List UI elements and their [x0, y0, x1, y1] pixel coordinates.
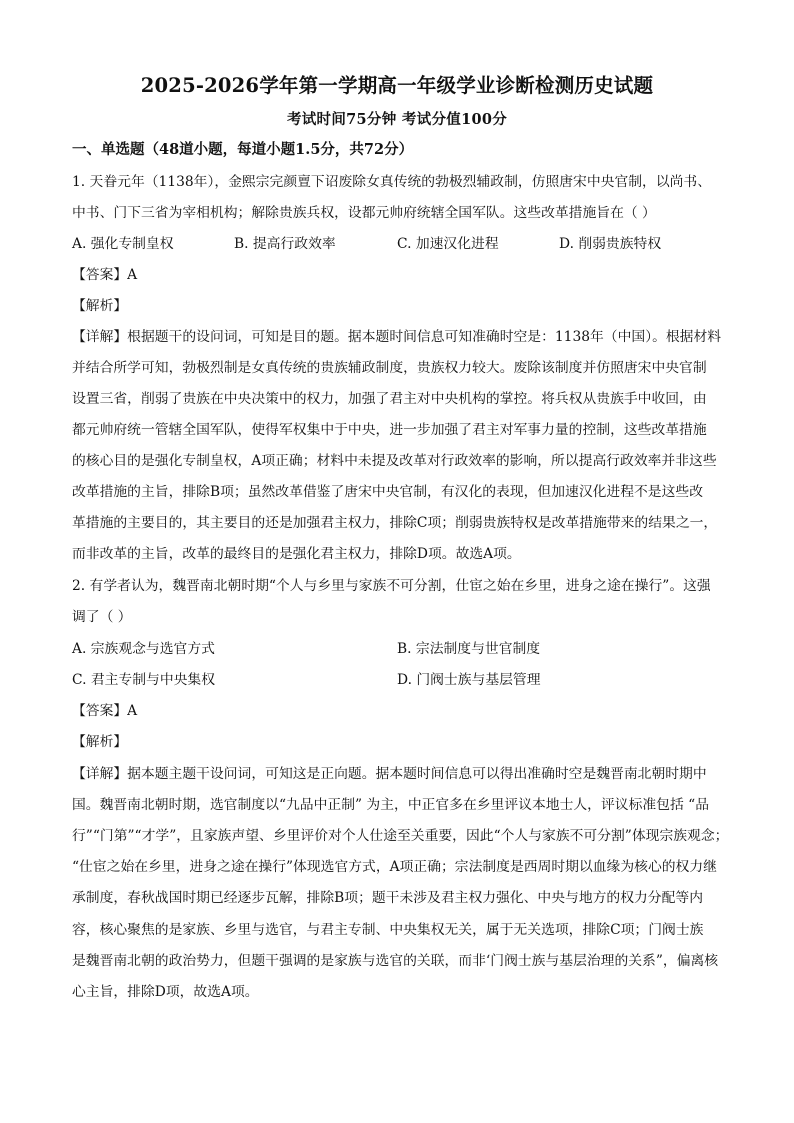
- question-2-detail-line: 心主旨，排除D项，故选A项。: [72, 984, 259, 1000]
- question-2-detail-line: 【详解】据本题主题干设问词，可知这是正向题。据本题时间信息可以得出准确时空是魏晋南北朝时期中: [72, 766, 707, 782]
- question-2-detail-line: 容，核心聚焦的是家族、乡里与选官，与君主专制、中央集权无关，属于无关选项，排除C项；门阀士族: [72, 922, 704, 938]
- question-1-answer: 【答案】A: [72, 267, 138, 283]
- question-1-option-a: A. 强化专制皇权: [72, 236, 174, 252]
- question-1-option-d: D. 削弱贵族特权: [559, 236, 662, 252]
- question-1-stem-line: 中书、门下三省为宰相机构；解除贵族兵权，设都元帅府统辖全国军队。这些改革措施旨在（ ）: [72, 205, 656, 221]
- question-2-detail-line: 国。魏晋南北朝时期，选官制度以“九品中正制” 为主，中正官多在乡里评议本地士人，评议标准包括 “品: [72, 797, 709, 813]
- question-1-detail-line: 并结合所学可知，勃极烈制是女真传统的贵族辅政制度，贵族权力较大。废除该制度并仿照唐宋中央官制: [72, 360, 707, 376]
- question-1-stem-line: 1. 天眷元年（1138年），金熙宗完颜亶下诏废除女真传统的勃极烈辅政制，仿照唐宋中央官制，以尚书、: [72, 174, 712, 190]
- question-1-detail-line: 革措施的主要目的，其主要目的还是加强君主权力，排除C项；削弱贵族特权是改革措施带来的结果之一，: [72, 515, 718, 531]
- section-heading: 一、单选题（48道小题，每道小题1.5分，共72分）: [72, 141, 414, 158]
- question-1-detail-line: 而非改革的主旨，改革的最终目的是强化君主权力，排除D项。故选A项。: [72, 546, 521, 562]
- question-2-option-c: C. 君主专制与中央集权: [72, 672, 216, 688]
- question-2-detail-line: 行”“门第”“才学”，且家族声望、乡里评价对个人仕途至关重要，因此“个人与家族不可分割”体现宗族观念；: [72, 828, 729, 844]
- question-2-option-d: D. 门阀士族与基层管理: [397, 672, 541, 688]
- question-2-detail-line: 承制度，春秋战国时期已经逐步瓦解，排除B项；题干未涉及君主权力强化、中央与地方的权力分配等内: [72, 890, 703, 906]
- question-1-detail-line: 【详解】根据题干的设问词，可知是目的题。据本题时间信息可知准确时空是：1138年（中国）。根据材料: [72, 329, 722, 345]
- question-2-option-a: A. 宗族观念与选官方式: [72, 641, 215, 657]
- question-2-stem-line: 调了（ ）: [72, 609, 132, 625]
- question-1-option-b: B. 提高行政效率: [234, 236, 336, 252]
- question-2-option-b: B. 宗法制度与世官制度: [397, 641, 541, 657]
- page-title: 2025-2026学年第一学期高一年级学业诊断检测历史试题: [140, 74, 654, 97]
- question-2-answer: 【答案】A: [72, 703, 138, 719]
- question-1-analysis-label: 【解析】: [72, 298, 128, 314]
- question-2-analysis-label: 【解析】: [72, 734, 128, 750]
- question-1-detail-line: 改革措施的主旨，排除B项；虽然改革借鉴了唐宋中央官制，有汉化的表现，但加速汉化进程不是这些改: [72, 484, 703, 500]
- question-1-detail-line: 设置三省，削弱了贵族在中央决策中的权力，加强了君主对中央机构的掌控。将兵权从贵族手中收回，由: [72, 391, 707, 407]
- question-1-option-c: C. 加速汉化进程: [397, 236, 499, 252]
- exam-info: 考试时间75分钟 考试分值100分: [286, 111, 508, 128]
- question-2-stem-line: 2. 有学者认为，魏晋南北朝时期“个人与乡里与家族不可分割，仕宦之始在乡里，进身之途在操行”。这强: [72, 578, 711, 594]
- question-1-detail-line: 都元帅府统一管辖全国军队，使得军权集中于中央，进一步加强了君主对军事力量的控制，这些改革措施: [72, 422, 707, 438]
- question-2-detail-line: 是魏晋南北朝的政治势力，但题干强调的是家族与选官的关联，而非‘门阀士族与基层治理的关系”，偏离核: [72, 953, 719, 969]
- question-1-detail-line: 的核心目的是强化专制皇权，A项正确；材料中未提及改革对行政效率的影响，所以提高行政效率并非这些: [72, 453, 717, 469]
- question-2-detail-line: “仕宦之始在乡里，进身之途在操行”体现选官方式，A项正确；宗法制度是西周时期以血缘为核心的权力继: [72, 859, 717, 875]
